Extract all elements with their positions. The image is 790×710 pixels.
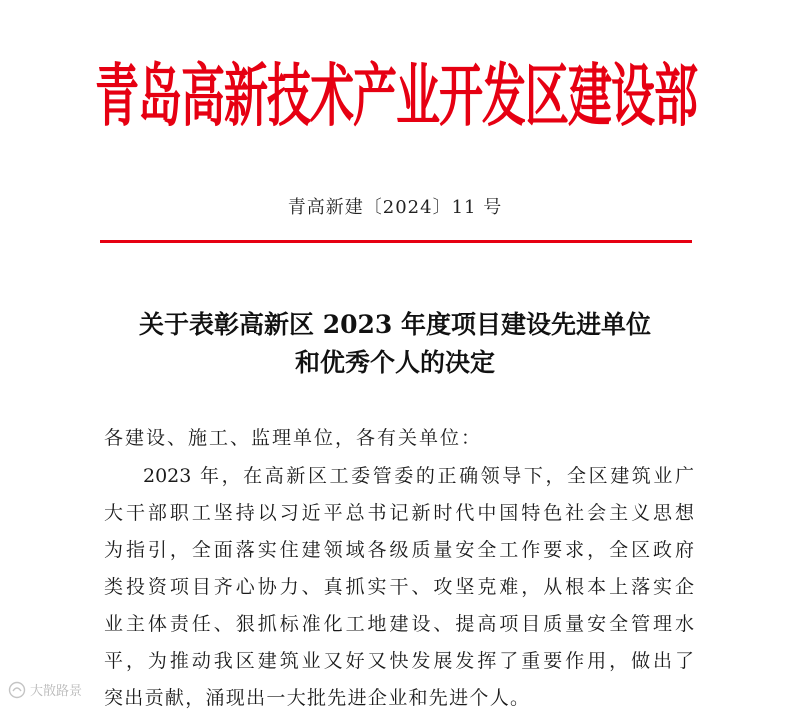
watermark xyxy=(8,680,82,699)
paragraph-line: 突出贡献，涌现出一大批先进企业和先进个人。 xyxy=(104,687,531,709)
issuing-organization-header: 青岛高新技术产业开发区建设部 xyxy=(95,57,697,137)
paragraph-line: 业主体责任、狠抓标准化工地建设、提高项目质量安全管理水 xyxy=(104,613,694,635)
document-number: 青高新建〔2024〕11 号 xyxy=(287,197,503,218)
paragraph-line: 大干部职工坚持以习近平总书记新时代中国特色社会主义思想 xyxy=(104,502,694,524)
platform-logo-icon xyxy=(8,681,26,699)
paragraph-line: 平，为推动我区建筑业又好又快发展发挥了重要作用，做出了 xyxy=(104,650,694,672)
paragraph-line: 为指引，全面落实住建领域各级质量安全工作要求，全区政府 xyxy=(104,539,694,561)
red-divider-line xyxy=(100,240,692,243)
paragraph-line: 类投资项目齐心协力、真抓实干、攻坚克难，从根本上落实企 xyxy=(104,576,694,598)
watermark-text: 大散路景 xyxy=(30,684,83,699)
paragraph-line: 2023 年，在高新区工委管委的正确领导下，全区建筑业广 xyxy=(143,465,694,487)
document-title-line-2: 和优秀个人的决定 xyxy=(294,348,495,377)
salutation: 各建设、施工、监理单位，各有关单位： xyxy=(104,427,483,449)
document-title-line-1: 关于表彰高新区 2023 年度项目建设先进单位 xyxy=(139,310,651,339)
